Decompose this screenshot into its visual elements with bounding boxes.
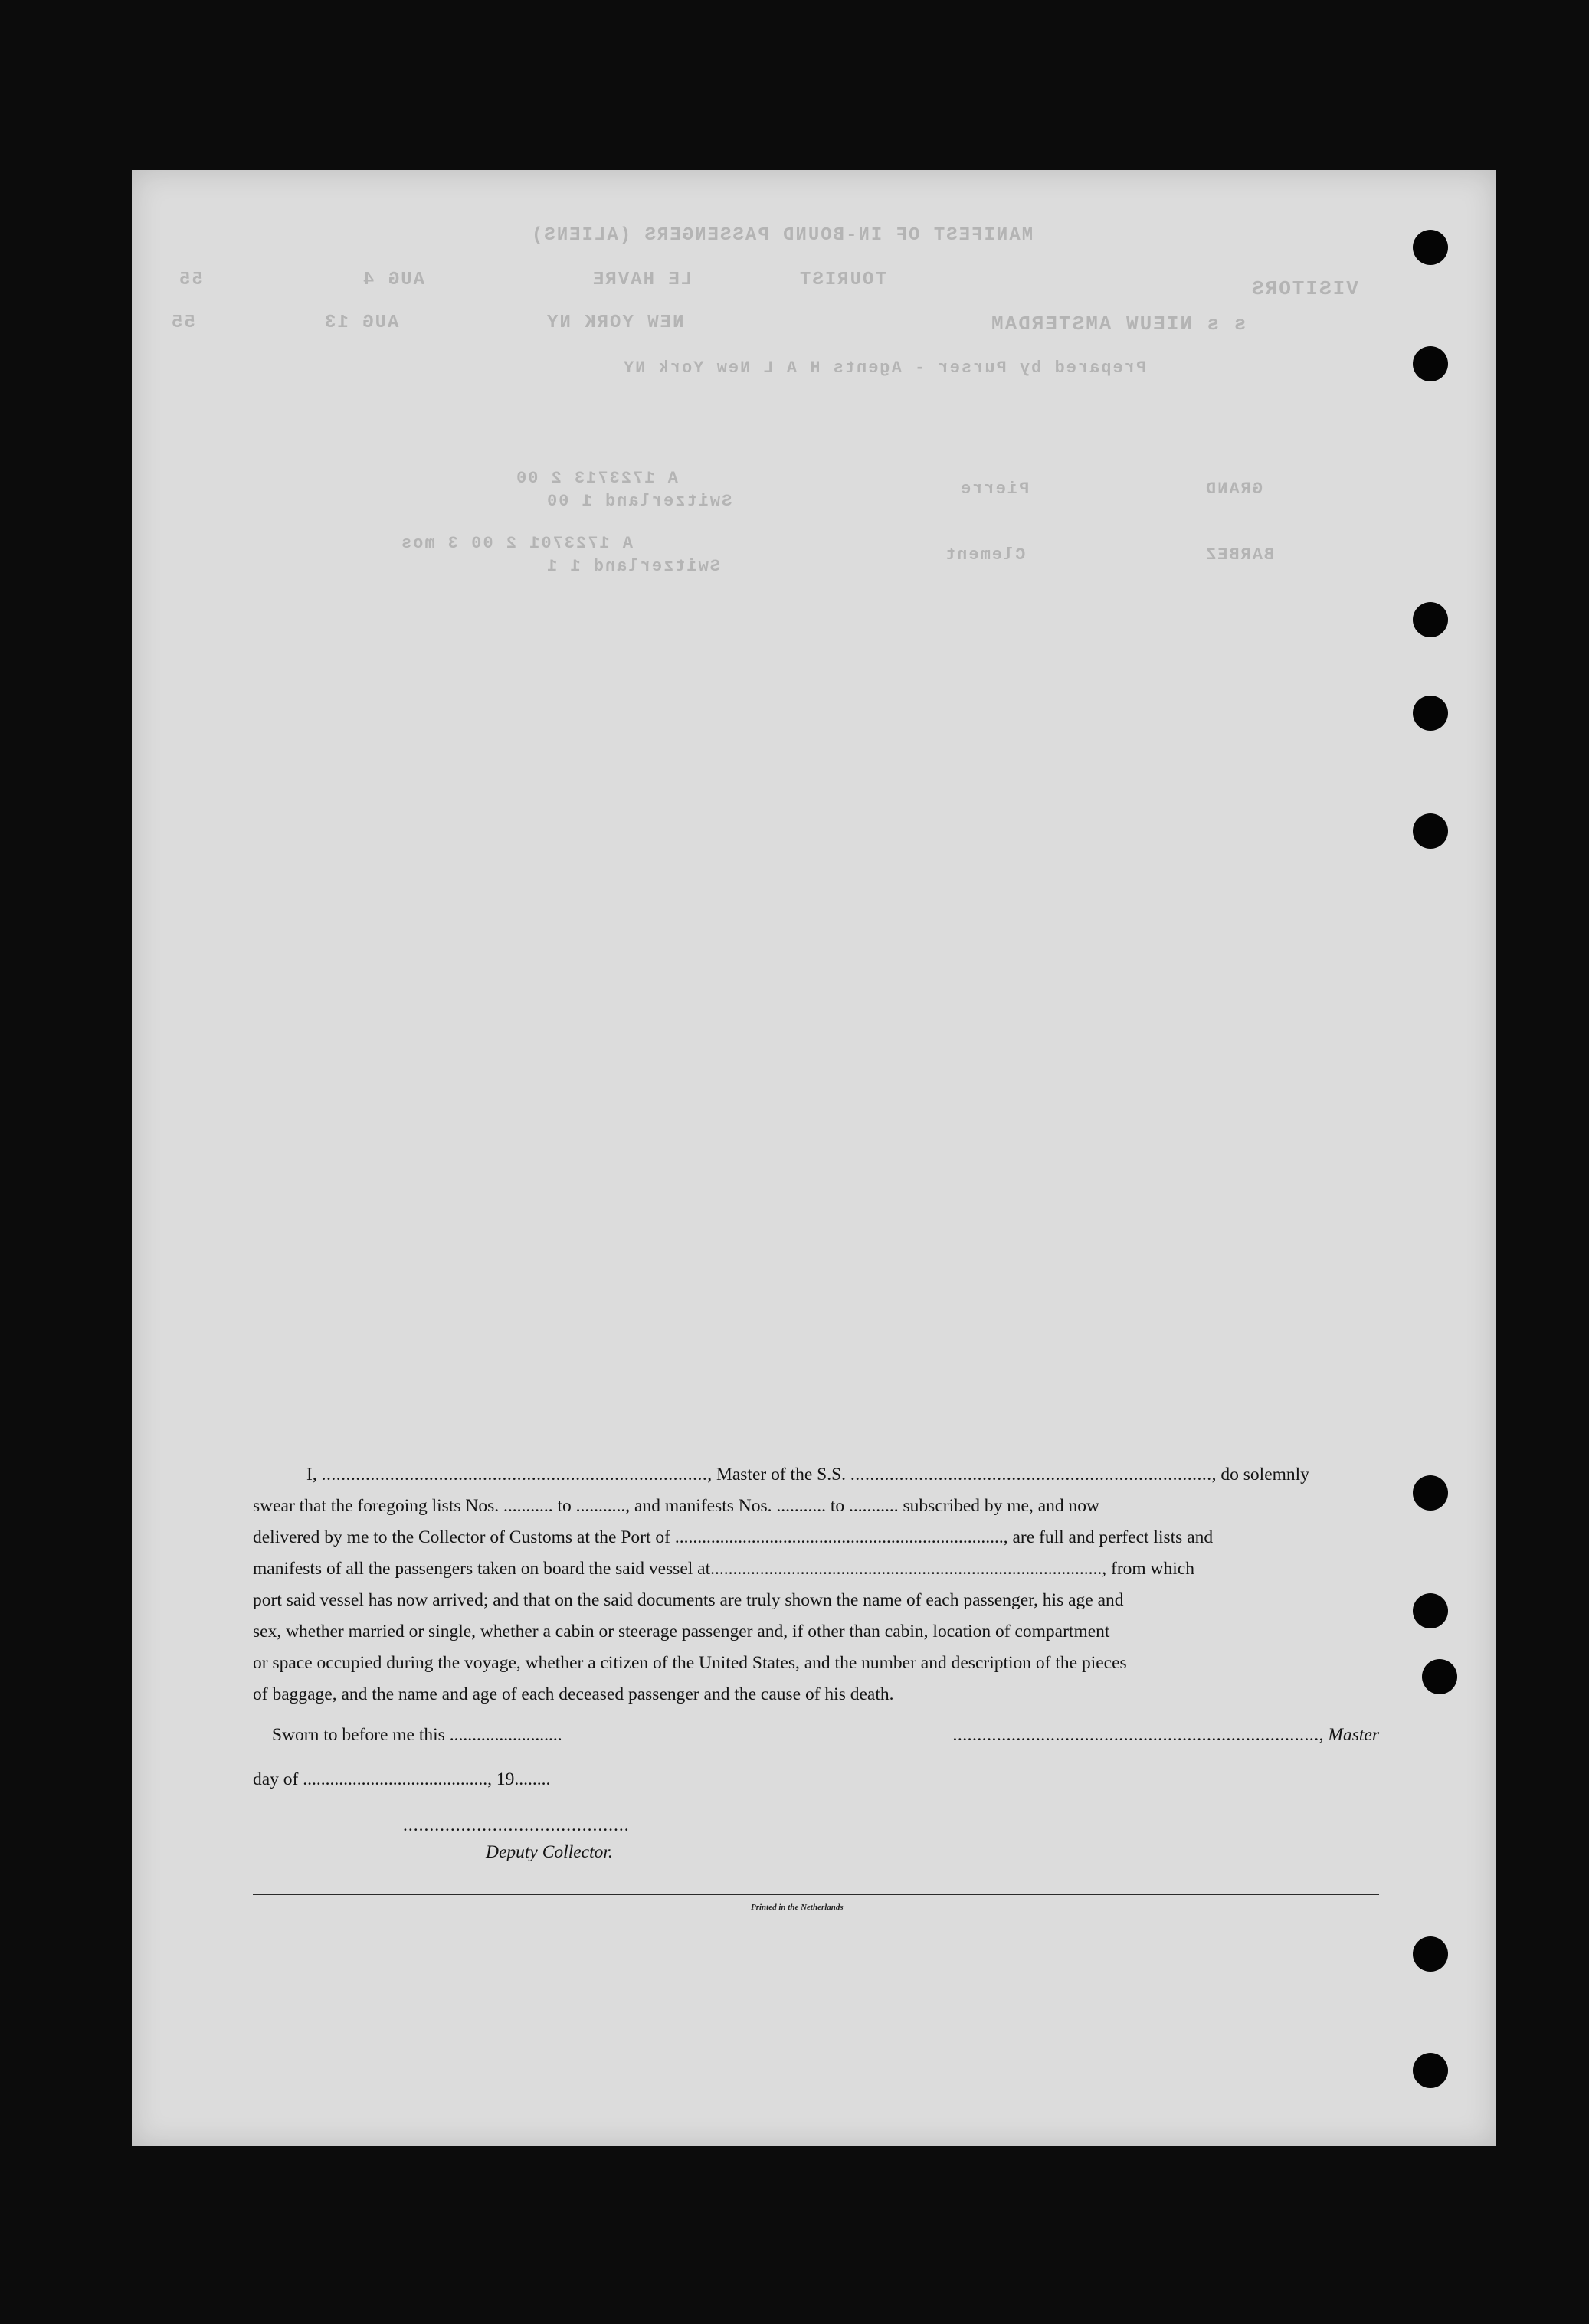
bleed-class: TOURIST [798,270,886,290]
bleed-ship: s s NIEUW AMSTERDAM [990,313,1247,336]
oath-line-5: port said vessel has now arrived; and that on the said documents are truly shown the name of each passenger, his age and [253,1590,1124,1610]
punch-hole [1413,602,1448,637]
master-signature-field[interactable]: ........................................................................... [952,1725,1319,1745]
bleed-date-from: AUG 4 [362,270,425,290]
punch-hole [1413,1593,1448,1628]
bleed-class-label: VISITORS [1250,277,1358,300]
bleed-prepared-by: Prepared by Purser - Agents H A L New York NY [622,358,1147,378]
master-signature: ..........................................................................., Master [952,1725,1379,1745]
oath-do-solemnly: , do solemnly [1211,1465,1309,1484]
bleed-row-2-surname: BARBEZ [1204,545,1275,565]
deputy-collector-label: Deputy Collector. [486,1842,613,1862]
punch-hole [1413,696,1448,731]
bleed-row-2-document: A 1723701 2 00 3 mos [400,534,634,553]
bleed-year-to: 55 [170,313,195,333]
punch-hole [1413,346,1448,381]
punch-hole [1413,230,1448,265]
punch-hole [1413,1936,1448,1972]
oath-line-2: swear that the foregoing lists Nos. ........... to ..........., and manifests Nos. ........... to ........... subscribed by me, and now [253,1496,1100,1516]
bleed-port-from: LE HAVRE [591,270,693,290]
bleed-date-to: AUG 13 [323,313,399,333]
oath-master-of-ss: , Master of the S.S. [707,1465,847,1484]
sworn-row [272,1725,1379,1746]
oath-line-1 [253,1459,1379,1491]
bleed-year-from: 55 [178,270,203,290]
punch-hole [1413,2053,1448,2088]
bleed-row-1-country: Switzerland 1 00 [546,492,732,511]
bleed-row-1-given: Pierre [959,480,1030,499]
oath-i: I, [306,1465,317,1484]
punch-hole [1413,1475,1448,1511]
bleed-title: MANIFEST OF IN-BOUND PASSENGERS (ALIENS) [530,225,1034,246]
bleed-row-1-document: A 1723713 2 00 [515,469,678,488]
master-name-field[interactable]: ............................................................................... [321,1465,708,1484]
footer-rule [253,1894,1379,1895]
punch-hole [1413,813,1448,849]
manifest-page [132,170,1496,2146]
master-label: Master [1328,1725,1379,1745]
punch-hole [1422,1659,1457,1694]
bleed-port-to: NEW YORK NY [546,313,684,333]
ship-name-field[interactable]: .......................................................................... [850,1465,1212,1484]
day-of-row: day of ........................................., 19........ [253,1769,551,1789]
bleed-row-2-country: Switzerland 1 1 [546,557,721,576]
oath-line-4: manifests of all the passengers taken on board the said vessel at......................................................................................., from which [253,1559,1194,1579]
deputy-signature-field[interactable]: ........................................... [403,1815,630,1835]
master-oath [253,1459,1379,1710]
printed-in-netherlands: Printed in the Netherlands [751,1903,844,1912]
oath-line-7: or space occupied during the voyage, whether a citizen of the United States, and the number and description of the pieces [253,1653,1127,1673]
oath-line-8: of baggage, and the name and age of each deceased passenger and the cause of his death. [253,1684,894,1704]
sworn-text: Sworn to before me this ......................... [272,1725,562,1745]
oath-line-6: sex, whether married or single, whether a cabin or steerage passenger and, if other than cabin, location of compartment [253,1622,1110,1642]
bleed-row-2-given: Clement [944,545,1026,565]
oath-line-3: delivered by me to the Collector of Customs at the Port of ........................................................................., are full and perfect lists and [253,1527,1214,1547]
bleed-row-1-surname: GRAND [1204,480,1263,499]
